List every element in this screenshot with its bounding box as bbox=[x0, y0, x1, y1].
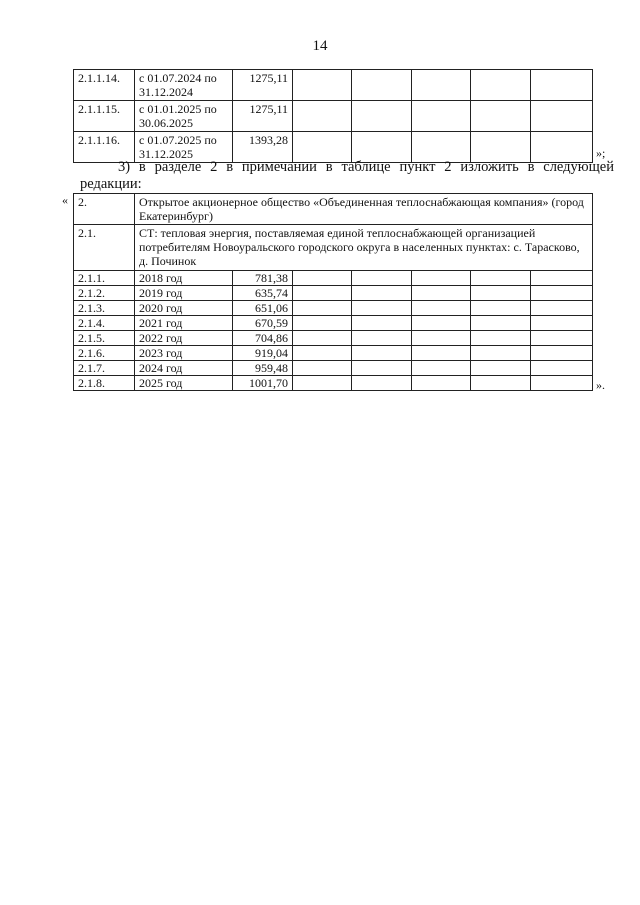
empty-cell bbox=[352, 316, 412, 331]
empty-cell bbox=[352, 271, 412, 286]
table-row bbox=[74, 101, 593, 132]
row-value: 635,74 bbox=[233, 286, 293, 301]
empty-cell bbox=[471, 286, 531, 301]
row-period: 2021 год bbox=[135, 316, 233, 331]
row-value: 1001,70 bbox=[233, 376, 293, 391]
row-code: 2. bbox=[74, 194, 135, 225]
row-period: 2020 год bbox=[135, 301, 233, 316]
empty-cell bbox=[531, 376, 593, 391]
tariff-description: СТ: тепловая энергия, поставляемая единой теплоснабжающей организацией потребителям Новоуральского городского округа в населенных пунктах: с. Тарасково, д. Починок bbox=[135, 225, 593, 271]
table-row bbox=[74, 346, 593, 361]
row-code: 2.1.7. bbox=[74, 361, 135, 376]
empty-cell bbox=[293, 316, 352, 331]
empty-cell bbox=[412, 376, 471, 391]
empty-cell bbox=[293, 132, 352, 163]
empty-cell bbox=[352, 101, 412, 132]
table2-closing-quote: ». bbox=[596, 378, 605, 392]
page-number: 14 bbox=[312, 38, 328, 54]
empty-cell bbox=[293, 301, 352, 316]
empty-cell bbox=[352, 132, 412, 163]
row-code: 2.1.4. bbox=[74, 316, 135, 331]
row-code: 2.1.6. bbox=[74, 346, 135, 361]
empty-cell bbox=[352, 376, 412, 391]
empty-cell bbox=[352, 301, 412, 316]
empty-cell bbox=[531, 101, 593, 132]
table-row bbox=[74, 316, 593, 331]
tariff-table-new bbox=[73, 193, 593, 391]
empty-cell bbox=[352, 286, 412, 301]
row-value: 1393,28 bbox=[233, 132, 293, 163]
empty-cell bbox=[471, 361, 531, 376]
empty-cell bbox=[293, 101, 352, 132]
empty-cell bbox=[412, 70, 471, 101]
table-row bbox=[74, 361, 593, 376]
row-period: с 01.01.2025 по 30.06.2025 bbox=[135, 101, 233, 132]
empty-cell bbox=[293, 331, 352, 346]
table-row bbox=[74, 225, 593, 271]
row-code: 2.1. bbox=[74, 225, 135, 271]
empty-cell bbox=[531, 331, 593, 346]
empty-cell bbox=[293, 286, 352, 301]
table-row bbox=[74, 132, 593, 163]
empty-cell bbox=[531, 271, 593, 286]
empty-cell bbox=[352, 361, 412, 376]
table-row bbox=[74, 271, 593, 286]
empty-cell bbox=[531, 70, 593, 101]
empty-cell bbox=[293, 361, 352, 376]
row-code: 2.1.1.14. bbox=[74, 70, 135, 101]
empty-cell bbox=[531, 361, 593, 376]
table-row bbox=[74, 70, 593, 101]
empty-cell bbox=[293, 70, 352, 101]
row-period: с 01.07.2025 по 31.12.2025 bbox=[135, 132, 233, 163]
row-code: 2.1.1.15. bbox=[74, 101, 135, 132]
empty-cell bbox=[531, 346, 593, 361]
empty-cell bbox=[412, 361, 471, 376]
empty-cell bbox=[531, 286, 593, 301]
empty-cell bbox=[471, 301, 531, 316]
empty-cell bbox=[412, 331, 471, 346]
row-value: 704,86 bbox=[233, 331, 293, 346]
empty-cell bbox=[471, 70, 531, 101]
row-period: 2025 год bbox=[135, 376, 233, 391]
row-code: 2.1.1.16. bbox=[74, 132, 135, 163]
tariff-table-continuation bbox=[73, 69, 593, 163]
table-row bbox=[74, 194, 593, 225]
row-code: 2.1.1. bbox=[74, 271, 135, 286]
empty-cell bbox=[412, 301, 471, 316]
table-row bbox=[74, 376, 593, 391]
empty-cell bbox=[412, 271, 471, 286]
empty-cell bbox=[293, 271, 352, 286]
row-period: с 01.07.2024 по 31.12.2024 bbox=[135, 70, 233, 101]
row-code: 2.1.8. bbox=[74, 376, 135, 391]
empty-cell bbox=[352, 331, 412, 346]
empty-cell bbox=[412, 132, 471, 163]
row-code: 2.1.2. bbox=[74, 286, 135, 301]
empty-cell bbox=[471, 316, 531, 331]
row-value: 781,38 bbox=[233, 271, 293, 286]
row-value: 959,48 bbox=[233, 361, 293, 376]
table2-opening-quote: « bbox=[62, 193, 68, 207]
empty-cell bbox=[531, 316, 593, 331]
amendment-paragraph: 3) в разделе 2 в примечании в таблице пункт 2 изложить в следующей редакции: bbox=[80, 159, 614, 192]
empty-cell bbox=[412, 101, 471, 132]
organization-name: Открытое акционерное общество «Объединенная теплоснабжающая компания» (город Екатеринбург) bbox=[135, 194, 593, 225]
row-value: 670,59 bbox=[233, 316, 293, 331]
row-period: 2023 год bbox=[135, 346, 233, 361]
empty-cell bbox=[293, 346, 352, 361]
row-code: 2.1.5. bbox=[74, 331, 135, 346]
row-period: 2018 год bbox=[135, 271, 233, 286]
empty-cell bbox=[471, 101, 531, 132]
empty-cell bbox=[352, 70, 412, 101]
row-value: 1275,11 bbox=[233, 70, 293, 101]
empty-cell bbox=[471, 132, 531, 163]
empty-cell bbox=[471, 331, 531, 346]
table-row bbox=[74, 331, 593, 346]
row-value: 651,06 bbox=[233, 301, 293, 316]
empty-cell bbox=[352, 346, 412, 361]
table1-closing-quote: »; bbox=[596, 146, 606, 160]
row-value: 919,04 bbox=[233, 346, 293, 361]
empty-cell bbox=[471, 346, 531, 361]
table-row bbox=[74, 301, 593, 316]
empty-cell bbox=[293, 376, 352, 391]
table-row bbox=[74, 286, 593, 301]
empty-cell bbox=[531, 132, 593, 163]
empty-cell bbox=[412, 346, 471, 361]
row-period: 2022 год bbox=[135, 331, 233, 346]
empty-cell bbox=[471, 376, 531, 391]
row-period: 2024 год bbox=[135, 361, 233, 376]
row-code: 2.1.3. bbox=[74, 301, 135, 316]
empty-cell bbox=[412, 316, 471, 331]
empty-cell bbox=[471, 271, 531, 286]
row-value: 1275,11 bbox=[233, 101, 293, 132]
row-period: 2019 год bbox=[135, 286, 233, 301]
empty-cell bbox=[412, 286, 471, 301]
empty-cell bbox=[531, 301, 593, 316]
